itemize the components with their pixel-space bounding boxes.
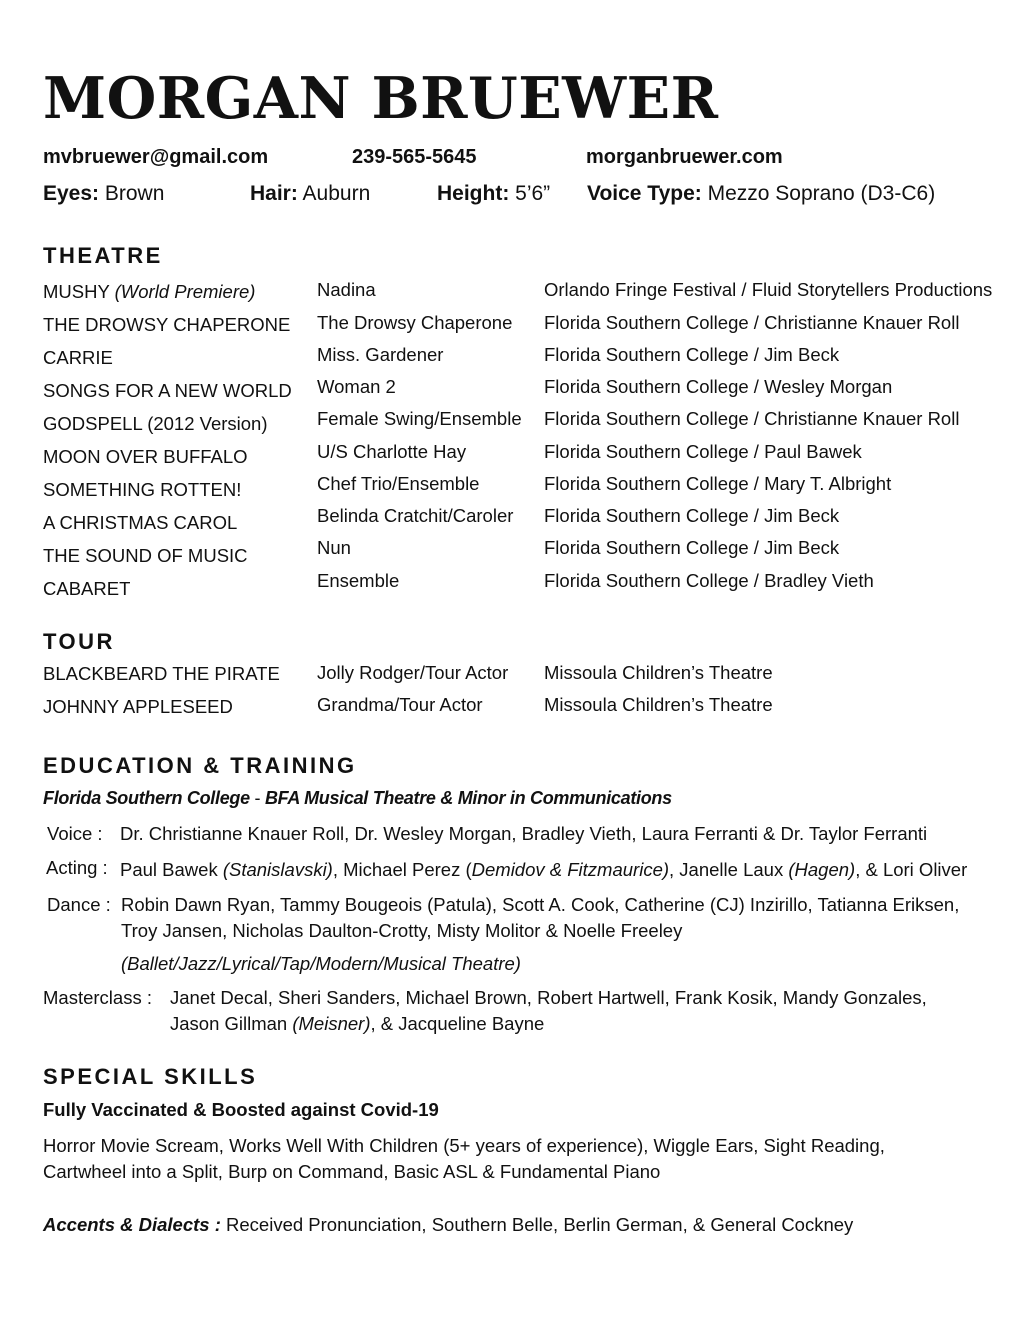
theatre-role: The Drowsy Chaperone — [317, 312, 513, 333]
acting-method-3: (Hagen) — [788, 859, 856, 880]
theatre-role: Female Swing/Ensemble — [317, 408, 522, 429]
attr-height-label: Height: — [437, 182, 510, 205]
acting-text-3: , Janelle Laux — [669, 859, 789, 880]
theatre-show: THE DROWSY CHAPERONE — [43, 314, 291, 335]
dance-teachers-line1: Robin Dawn Ryan, Tammy Bougeois (Patula), Scott A. Cook, Catherine (CJ) Inzirillo, Tatianna Eriksen, — [121, 894, 960, 915]
theatre-company: Florida Southern College / Mary T. Albright — [544, 473, 892, 494]
tour-heading: TOUR — [43, 629, 115, 654]
theatre-role: Nun — [317, 537, 351, 558]
skills-line2: Cartwheel into a Split, Burp on Command, Basic ASL & Fundamental Piano — [43, 1161, 661, 1182]
attr-voice-label: Voice Type: — [587, 182, 702, 205]
masterclass-label: Masterclass : — [43, 987, 152, 1008]
tour-show: BLACKBEARD THE PIRATE — [43, 663, 280, 684]
theatre-role: Belinda Cratchit/Caroler — [317, 505, 514, 526]
theatre-role: Miss. Gardener — [317, 344, 444, 365]
education-heading: EDUCATION & TRAINING — [43, 753, 357, 778]
attr-hair — [250, 182, 370, 206]
theatre-company: Florida Southern College / Jim Beck — [544, 344, 840, 365]
theatre-role: Nadina — [317, 279, 376, 300]
attr-height-value: 5’6” — [509, 182, 551, 205]
dance-styles: (Ballet/Jazz/Lyrical/Tap/Modern/Musical Theatre) — [121, 953, 521, 974]
dance-label: Dance : — [47, 894, 111, 915]
tour-role: Grandma/Tour Actor — [317, 694, 483, 715]
accents-label: Accents & Dialects : — [43, 1214, 221, 1235]
attr-voice — [587, 182, 935, 206]
voice-label: Voice : — [47, 823, 103, 844]
theatre-company: Florida Southern College / Bradley Vieth — [544, 570, 874, 591]
theatre-show: SONGS FOR A NEW WORLD — [43, 380, 292, 401]
attr-eyes — [43, 182, 164, 206]
theatre-role: U/S Charlotte Hay — [317, 441, 467, 462]
education-degree — [43, 788, 672, 809]
theatre-show-note: (World Premiere) — [114, 281, 256, 302]
education-separator: - — [249, 788, 265, 808]
tour-company: Missoula Children’s Theatre — [544, 694, 773, 715]
acting-text-2: , Michael Perez ( — [332, 859, 472, 880]
attr-voice-value: Mezzo Soprano (D3-C6) — [701, 182, 936, 205]
theatre-company: Florida Southern College / Paul Bawek — [544, 441, 862, 462]
skills-accents — [43, 1214, 853, 1236]
theatre-show-title: MUSHY — [43, 281, 110, 302]
accents-text: Received Pronunciation, Southern Belle, Berlin German, & General Cockney — [220, 1214, 854, 1235]
tour-role: Jolly Rodger/Tour Actor — [317, 662, 509, 683]
skills-heading: SPECIAL SKILLS — [43, 1064, 258, 1089]
resume-name: MORGAN BRUEWER — [43, 65, 719, 132]
voice-teachers: Dr. Christianne Knauer Roll, Dr. Wesley Morgan, Bradley Vieth, Laura Ferranti & Dr. Taylor Ferranti — [120, 823, 928, 844]
theatre-show: MOON OVER BUFFALO — [43, 446, 248, 467]
education-school: Florida Southern College — [43, 788, 250, 808]
attr-hair-value: Auburn — [297, 182, 371, 205]
attr-eyes-value: Brown — [99, 182, 165, 205]
masterclass-line1: Janet Decal, Sheri Sanders, Michael Brown, Robert Hartwell, Frank Kosik, Mandy Gonzales, — [170, 987, 927, 1008]
theatre-role: Chef Trio/Ensemble — [317, 473, 480, 494]
masterclass-method: (Meisner) — [292, 1013, 371, 1034]
theatre-company: Orlando Fringe Festival / Fluid Storytellers Productions — [544, 279, 993, 300]
theatre-show — [43, 281, 255, 303]
theatre-show: GODSPELL (2012 Version) — [43, 413, 268, 434]
theatre-company: Florida Southern College / Christianne Knauer Roll — [544, 312, 960, 333]
theatre-show: THE SOUND OF MUSIC — [43, 545, 248, 566]
contact-website[interactable]: morganbruewer.com — [586, 146, 783, 168]
theatre-show: CABARET — [43, 578, 131, 599]
theatre-role: Ensemble — [317, 570, 400, 591]
acting-method-2: Demidov & Fitzmaurice) — [471, 859, 670, 880]
theatre-show: CARRIE — [43, 347, 113, 368]
theatre-heading: THEATRE — [43, 243, 163, 268]
tour-company: Missoula Children’s Theatre — [544, 662, 773, 683]
theatre-company: Florida Southern College / Jim Beck — [544, 505, 840, 526]
attr-height — [437, 182, 550, 206]
acting-method-1: (Stanislavski) — [222, 859, 333, 880]
acting-text-4: , & Lori Oliver — [855, 859, 968, 880]
dance-teachers-line2: Troy Jansen, Nicholas Daulton-Crotty, Misty Molitor & Noelle Freeley — [121, 920, 683, 941]
theatre-role: Woman 2 — [317, 376, 396, 397]
skills-vaccinated: Fully Vaccinated & Boosted against Covid-19 — [43, 1099, 439, 1120]
theatre-show: SOMETHING ROTTEN! — [43, 479, 242, 500]
theatre-company: Florida Southern College / Wesley Morgan — [544, 376, 893, 397]
masterclass-text-1: Jason Gillman — [170, 1013, 293, 1034]
contact-phone[interactable]: 239-565-5645 — [352, 146, 477, 168]
theatre-show: A CHRISTMAS CAROL — [43, 512, 238, 533]
acting-text-1: Paul Bawek — [120, 859, 223, 880]
education-degree-text: BFA Musical Theatre & Minor in Communications — [264, 788, 672, 808]
theatre-company: Florida Southern College / Jim Beck — [544, 537, 840, 558]
attr-hair-label: Hair: — [250, 182, 298, 205]
tour-show: JOHNNY APPLESEED — [43, 696, 233, 717]
theatre-company: Florida Southern College / Christianne Knauer Roll — [544, 408, 960, 429]
contact-email[interactable]: mvbruewer@gmail.com — [43, 146, 269, 168]
acting-label: Acting : — [46, 857, 108, 878]
attr-eyes-label: Eyes: — [43, 182, 100, 205]
acting-teachers — [120, 859, 967, 881]
masterclass-line2 — [170, 1013, 544, 1035]
skills-line1: Horror Movie Scream, Works Well With Children (5+ years of experience), Wiggle Ears, Sight Reading, — [43, 1135, 885, 1156]
masterclass-text-2: , & Jacqueline Bayne — [370, 1013, 545, 1034]
